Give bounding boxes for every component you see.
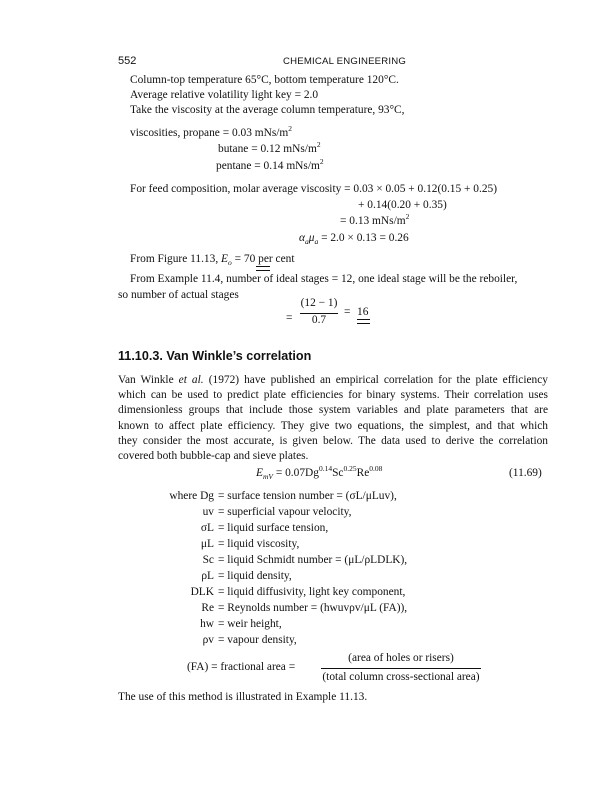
intro-line-1: Column-top temperature 65°C, bottom temperature 120°C.: [130, 74, 399, 86]
efficiency-text-before: From Figure 11.13,: [130, 253, 219, 265]
feed-line-3-text: = 0.13 mNs/m: [340, 215, 406, 227]
alpha-mu-symbol: $\alpha_a\mu_a$: [299, 232, 319, 246]
paragraph-line-1-c: (1972) have published an empirical correlation for the plate efficiency: [208, 374, 548, 386]
feed-line-4: [299, 232, 409, 244]
viscosity-pentane-text: pentane = 0.14 mNs/m: [216, 160, 320, 172]
stages-denominator: 0.7: [311, 314, 327, 326]
stages-result-double-underline: [357, 319, 370, 324]
fa-fraction-bar: [321, 668, 481, 669]
intro-line-2: Average relative volatility light key = 2.0: [130, 89, 319, 101]
definition-text: = liquid Schmidt number = (μL/ρLDLK),: [218, 554, 408, 566]
definition-symbol: σL: [200, 522, 214, 534]
equation-11-69: [256, 464, 383, 481]
definition-symbol: uv: [202, 506, 214, 518]
feed-line-2: + 0.14(0.20 + 0.35): [358, 199, 447, 211]
stages-eq-prefix: =: [286, 312, 293, 324]
stages-numerator: (12 − 1): [300, 297, 338, 309]
fa-lhs: (FA) = fractional area =: [187, 661, 296, 673]
van-winkle-paragraph: [118, 373, 548, 464]
eo-symbol: $E_o$: [221, 253, 232, 267]
definition-text: = weir height,: [218, 618, 282, 630]
paragraph-line-6: covered both bubble-cap and sieve plates.: [118, 450, 309, 463]
definition-text: = Reynolds number = (hwuvρv/μL (FA)),: [218, 602, 408, 614]
equation-sc: Sc: [332, 467, 344, 479]
paragraph-line-1: [118, 373, 548, 388]
stages-line-2: so number of actual stages: [118, 289, 239, 301]
efficiency-line: [130, 253, 295, 265]
definition-symbol: DLK: [190, 586, 214, 598]
equation-number: (11.69): [509, 467, 542, 479]
definition-symbol: μL: [200, 538, 214, 550]
efficiency-value: 70: [243, 253, 256, 265]
paragraph-line-1-etal: et al.: [178, 374, 204, 386]
definition-text: = liquid density,: [218, 570, 292, 582]
definition-text: = superficial vapour velocity,: [218, 506, 352, 518]
efficiency-eq: =: [234, 253, 244, 265]
viscosity-pentane-exp: 2: [319, 157, 324, 166]
equation-e2: 0.25: [343, 464, 357, 473]
paragraph-line-2: which can be used to predict plate efficiencies for binary systems. Their correlation uses: [118, 389, 548, 402]
fa-denominator: (total column cross-sectional area): [322, 671, 480, 683]
viscosity-butane-text: butane = 0.12 mNs/m: [218, 143, 317, 155]
definition-text: = surface tension number = (σL/μLuv),: [218, 490, 397, 502]
viscosity-pentane: [216, 157, 324, 172]
efficiency-text-after: per cent: [255, 253, 295, 265]
definition-symbol: hw: [200, 618, 214, 630]
stages-result: 16: [357, 306, 369, 318]
definition-symbol: ρv: [202, 634, 214, 646]
paragraph-line-4: known to affect plate efficiency. They give two equations, the simplest, and that which: [118, 419, 548, 432]
feed-line-3-exp: 2: [405, 212, 410, 221]
viscosity-propane-exp: 2: [288, 124, 293, 133]
viscosity-butane-exp: 2: [316, 140, 321, 149]
feed-line-4-rhs: = 2.0 × 0.13 = 0.26: [321, 232, 409, 244]
definition-text: = liquid diffusivity, light key component,: [218, 586, 406, 598]
definition-symbol: Sc: [202, 554, 214, 566]
closing-line: The use of this method is illustrated in Example 11.13.: [118, 691, 368, 703]
definition-symbol: ρL: [201, 570, 214, 582]
equation-eq: = 0.07Dg: [272, 467, 319, 479]
intro-line-3: Take the viscosity at the average column temperature, 93°C,: [130, 104, 405, 116]
viscosity-propane-text: viscosities, propane = 0.03 mNs/m: [130, 127, 289, 139]
running-title: CHEMICAL ENGINEERING: [283, 56, 407, 67]
efficiency-double-underline: [256, 266, 270, 271]
equation-e3: 0.08: [369, 464, 383, 473]
equation-lhs: E: [256, 467, 263, 479]
definition-text: = liquid viscosity,: [218, 538, 300, 550]
definition-text: = liquid surface tension,: [218, 522, 329, 534]
stages-line-1: From Example 11.4, number of ideal stages = 12, one ideal stage will be the reboiler,: [130, 273, 518, 285]
viscosity-butane: [218, 140, 321, 155]
definition-text: = vapour density,: [218, 634, 297, 646]
definition-symbol: where Dg: [169, 490, 214, 502]
page-number: 552: [118, 55, 137, 67]
viscosity-propane: [130, 124, 293, 139]
feed-line-1: For feed composition, molar average viscosity = 0.03 × 0.05 + 0.12(0.15 + 0.25): [130, 183, 498, 195]
feed-line-3: [340, 212, 410, 227]
equation-e1: 0.14: [318, 464, 333, 473]
equation-re: Re: [356, 467, 370, 479]
stages-eq-mid: =: [344, 306, 351, 318]
section-heading: 11.10.3. Van Winkle’s correlation: [118, 349, 312, 363]
paragraph-line-1-a: Van Winkle: [118, 374, 174, 386]
paragraph-line-3: dimensionless groups that include those system variables and plate parameters that are: [118, 404, 548, 417]
definition-symbol: Re: [201, 602, 214, 614]
paragraph-line-5: they consider the most accurate, is given below. The data used to derive the correlation: [118, 434, 548, 447]
equation-lhs-sub: mV: [262, 472, 273, 481]
fa-numerator: (area of holes or risers): [348, 652, 454, 664]
